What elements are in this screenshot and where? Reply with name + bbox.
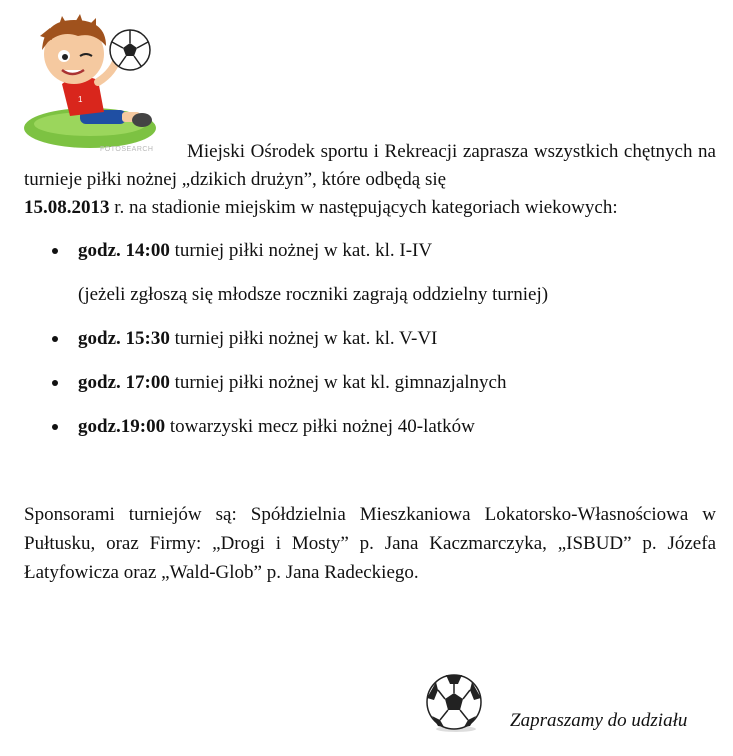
schedule-time: godz. 14:00	[78, 240, 170, 261]
schedule-item	[24, 414, 714, 440]
bullet-icon	[52, 248, 58, 254]
intro-text: Miejski Ośrodek sportu i Rekreacji zaprasza wszystkich chętnych na turnieje piłki nożnej „dzikich drużyn”, które odbędą się	[24, 141, 716, 190]
bullet-icon	[52, 424, 58, 430]
schedule-item	[24, 238, 714, 264]
schedule-time: godz. 17:00	[78, 372, 170, 393]
schedule-time: godz.19:00	[78, 416, 166, 437]
event-date: 15.08.2013	[24, 197, 110, 218]
bullet-icon	[52, 336, 58, 342]
soccer-ball-icon	[424, 672, 484, 732]
schedule-desc: turniej piłki nożnej w kat. kl. V-VI	[169, 328, 438, 349]
intro-paragraph	[24, 138, 716, 222]
schedule-item	[24, 326, 714, 352]
schedule-desc: turniej piłki nożnej w kat kl. gimnazjalnych	[169, 372, 507, 393]
schedule-note: (jeżeli zgłoszą się młodsze roczniki zagrają oddzielny turniej)	[78, 284, 549, 305]
intro-date-suffix: r. na stadionie miejskim w następujących kategoriach wiekowych:	[114, 197, 618, 218]
watermark: FOTOSEARCH	[100, 146, 154, 153]
schedule-list	[24, 238, 714, 440]
schedule-desc: turniej piłki nożnej w kat. kl. I-IV	[169, 240, 433, 261]
closing-text: Zapraszamy do udziału	[510, 710, 688, 731]
sponsors-paragraph: Sponsorami turniejów są: Spółdzielnia Mieszkaniowa Lokatorsko-Własnościowa w Pułtusku, oraz Firmy: „Drogi i Mosty” p. Jana Kaczmarczyka, „ISBUD” p. Józefa Łatyfowicza oraz „Wald-Glob” p. Jana Radeckiego.	[24, 504, 716, 583]
svg-text:1: 1	[78, 95, 83, 104]
schedule-desc: towarzyski mecz piłki nożnej 40-latków	[165, 416, 475, 437]
schedule-time: godz. 15:30	[78, 328, 170, 349]
schedule-item	[24, 370, 714, 396]
bullet-icon	[52, 380, 58, 386]
